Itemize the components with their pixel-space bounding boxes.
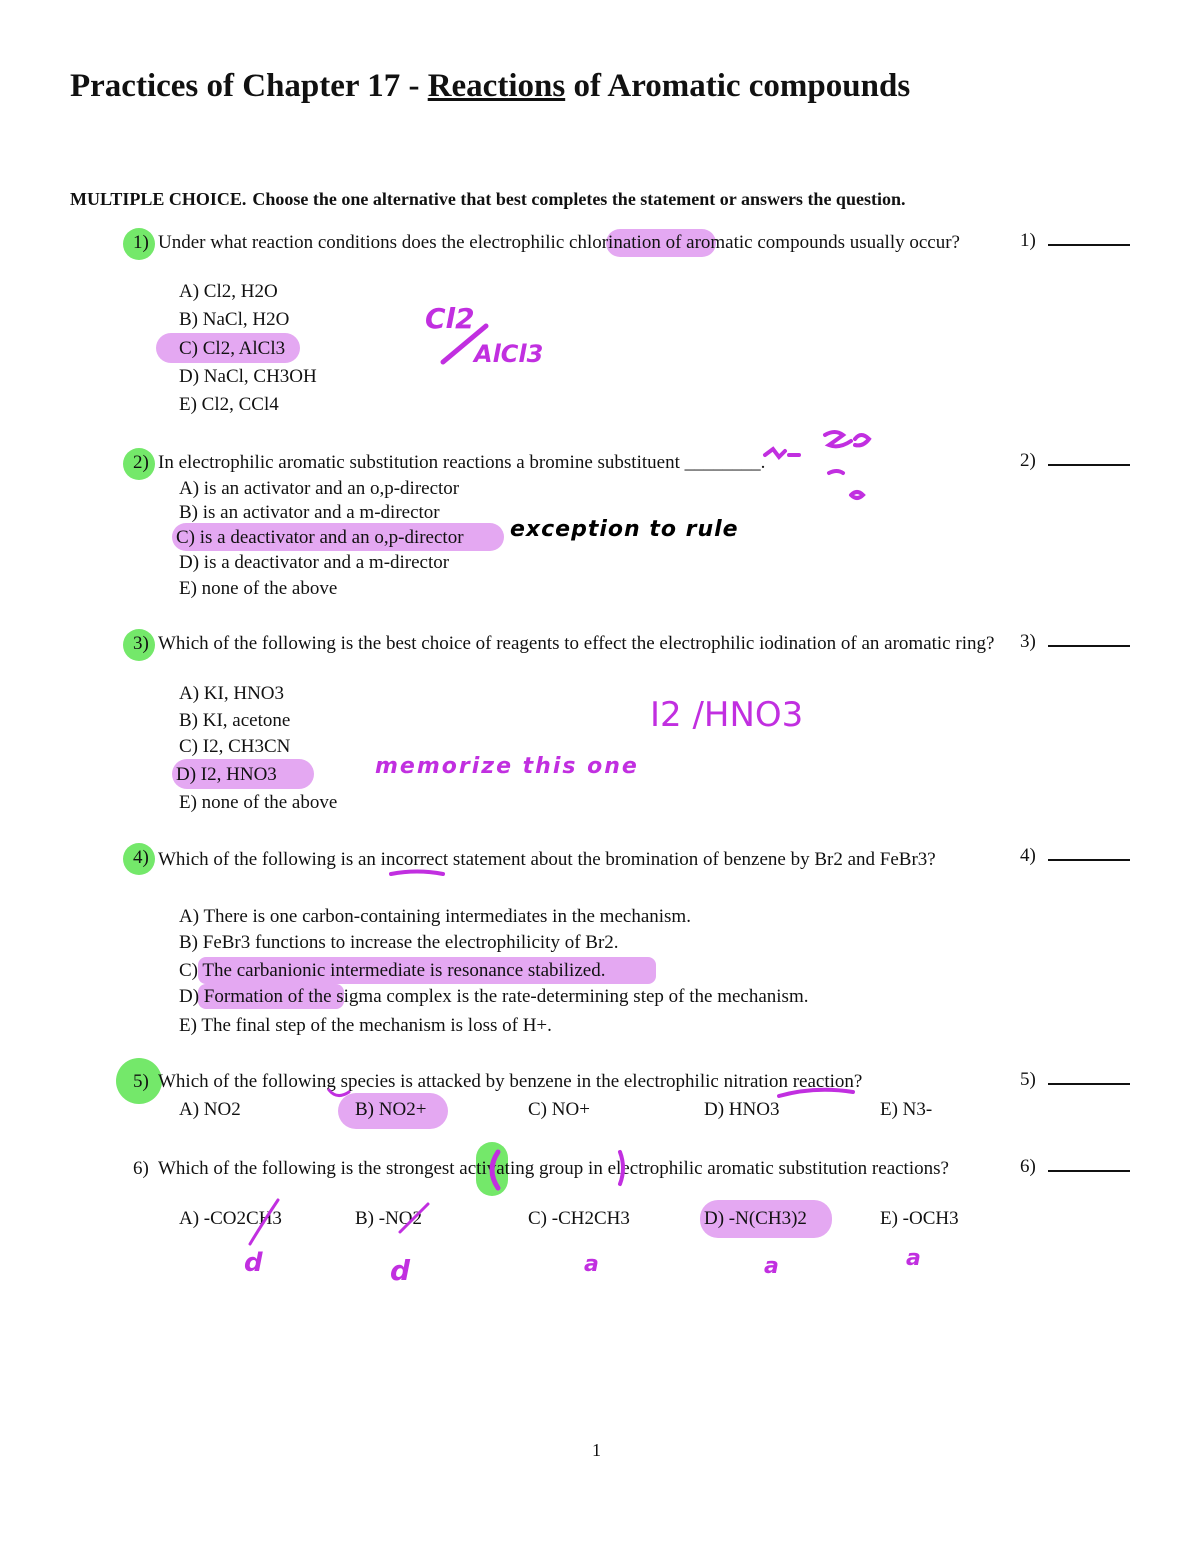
answer-line[interactable]: 4) xyxy=(1020,845,1130,867)
question-stem: Which of the following is the best choice of reagents to effect the electrophilic iodination of an aromatic ring? xyxy=(158,633,995,654)
ink-bracket-left xyxy=(480,1148,504,1192)
option-e: E) none of the above xyxy=(179,578,338,599)
ink-strike xyxy=(396,1200,432,1236)
question-stem: Under what reaction conditions does the electrophilic chlorination of aromatic compounds usually occur? xyxy=(158,232,960,253)
ink-strike xyxy=(246,1196,282,1248)
instructions xyxy=(70,189,905,210)
option-b: B) NO2+ xyxy=(355,1099,427,1120)
handwritten-note: d xyxy=(390,1254,411,1287)
handwritten-note: exception to rule xyxy=(510,517,739,542)
question-number: 1) xyxy=(133,232,149,253)
ink-underline xyxy=(388,868,446,880)
question-number: 4) xyxy=(133,847,149,868)
option-a: A) NO2 xyxy=(179,1099,241,1120)
handwritten-note: a xyxy=(584,1252,599,1277)
option-e: E) none of the above xyxy=(179,792,338,813)
option-b: B) -NO2 xyxy=(355,1208,423,1229)
option-e: E) N3- xyxy=(880,1099,933,1120)
ink-bracket-right xyxy=(614,1148,630,1188)
question-stem: Which of the following species is attacked by benzene in the electrophilic nitration reaction? xyxy=(158,1071,863,1092)
option-d: D) Formation of the sigma complex is the rate-determining step of the mechanism. xyxy=(179,986,809,1007)
option-a: A) -CO2CH3 xyxy=(179,1208,282,1229)
handwritten-note: a xyxy=(906,1246,921,1271)
option-d: D) -N(CH3)2 xyxy=(704,1208,807,1229)
option-e: E) -OCH3 xyxy=(880,1208,959,1229)
handwritten-note: d xyxy=(244,1248,263,1278)
answer-line[interactable]: 3) xyxy=(1020,631,1130,653)
option-e: E) The final step of the mechanism is loss of H+. xyxy=(179,1015,552,1036)
answer-line[interactable]: 2) xyxy=(1020,450,1130,472)
option-e: E) Cl2, CCl4 xyxy=(179,394,279,415)
option-b: B) NaCl, H2O xyxy=(179,309,290,330)
handwritten-note: I2 /HNO3 xyxy=(650,695,804,735)
question-number: 3) xyxy=(133,633,149,654)
question-stem: In electrophilic aromatic substitution reactions a bromine substituent ________. xyxy=(158,452,766,473)
option-d: D) is a deactivator and a m-director xyxy=(179,552,450,573)
question-number: 5) xyxy=(133,1071,149,1092)
option-c: C) NO+ xyxy=(528,1099,590,1120)
option-c: C) is a deactivator and an o,p-director xyxy=(176,527,464,548)
answer-line[interactable]: 5) xyxy=(1020,1069,1130,1091)
title-suffix: of Aromatic compounds xyxy=(573,68,911,104)
option-d: D) NaCl, CH3OH xyxy=(179,366,317,387)
question-number: 2) xyxy=(133,452,149,473)
handwritten-note: Cl2 xyxy=(425,302,475,335)
question-stem: Which of the following is the strongest activating group in electrophilic aromatic substitution reactions? xyxy=(158,1158,949,1179)
handwritten-note: AlCl3 xyxy=(474,340,544,368)
option-b: B) is an activator and a m-director xyxy=(179,502,440,523)
question-stem: Which of the following is an incorrect statement about the bromination of benzene by Br2 and FeBr3? xyxy=(158,849,936,870)
page-title xyxy=(70,68,910,105)
handwritten-note: a xyxy=(764,1254,779,1279)
option-a: A) KI, HNO3 xyxy=(179,683,285,704)
option-c: C) The carbanionic intermediate is resonance stabilized. xyxy=(179,960,606,981)
option-a: A) Cl2, H2O xyxy=(179,281,278,302)
option-c: C) I2, CH3CN xyxy=(179,736,291,757)
option-b: B) FeBr3 functions to increase the electrophilicity of Br2. xyxy=(179,932,619,953)
instructions-text: Choose the one alternative that best completes the statement or answers the question. xyxy=(252,189,906,209)
page-number: 1 xyxy=(592,1440,601,1460)
option-a: A) There is one carbon-containing intermediates in the mechanism. xyxy=(179,906,691,927)
answer-line[interactable]: 6) xyxy=(1020,1156,1130,1178)
option-d: D) I2, HNO3 xyxy=(176,764,277,785)
title-underlined: Reactions xyxy=(427,68,566,104)
ink-scribble xyxy=(755,425,880,515)
question-number: 6) xyxy=(133,1158,149,1179)
option-c: C) Cl2, AlCl3 xyxy=(179,338,286,359)
instructions-lead: MULTIPLE CHOICE. xyxy=(70,189,247,209)
option-d: D) HNO3 xyxy=(704,1099,780,1120)
handwritten-note: memorize this one xyxy=(375,754,639,779)
option-a: A) is an activator and an o,p-director xyxy=(179,478,460,499)
ink-underline xyxy=(326,1086,352,1100)
answer-line[interactable]: 1) xyxy=(1020,230,1130,252)
option-b: B) KI, acetone xyxy=(179,710,291,731)
option-c: C) -CH2CH3 xyxy=(528,1208,630,1229)
ink-underline xyxy=(776,1086,856,1100)
title-prefix: Practices of Chapter 17 - xyxy=(70,68,420,104)
